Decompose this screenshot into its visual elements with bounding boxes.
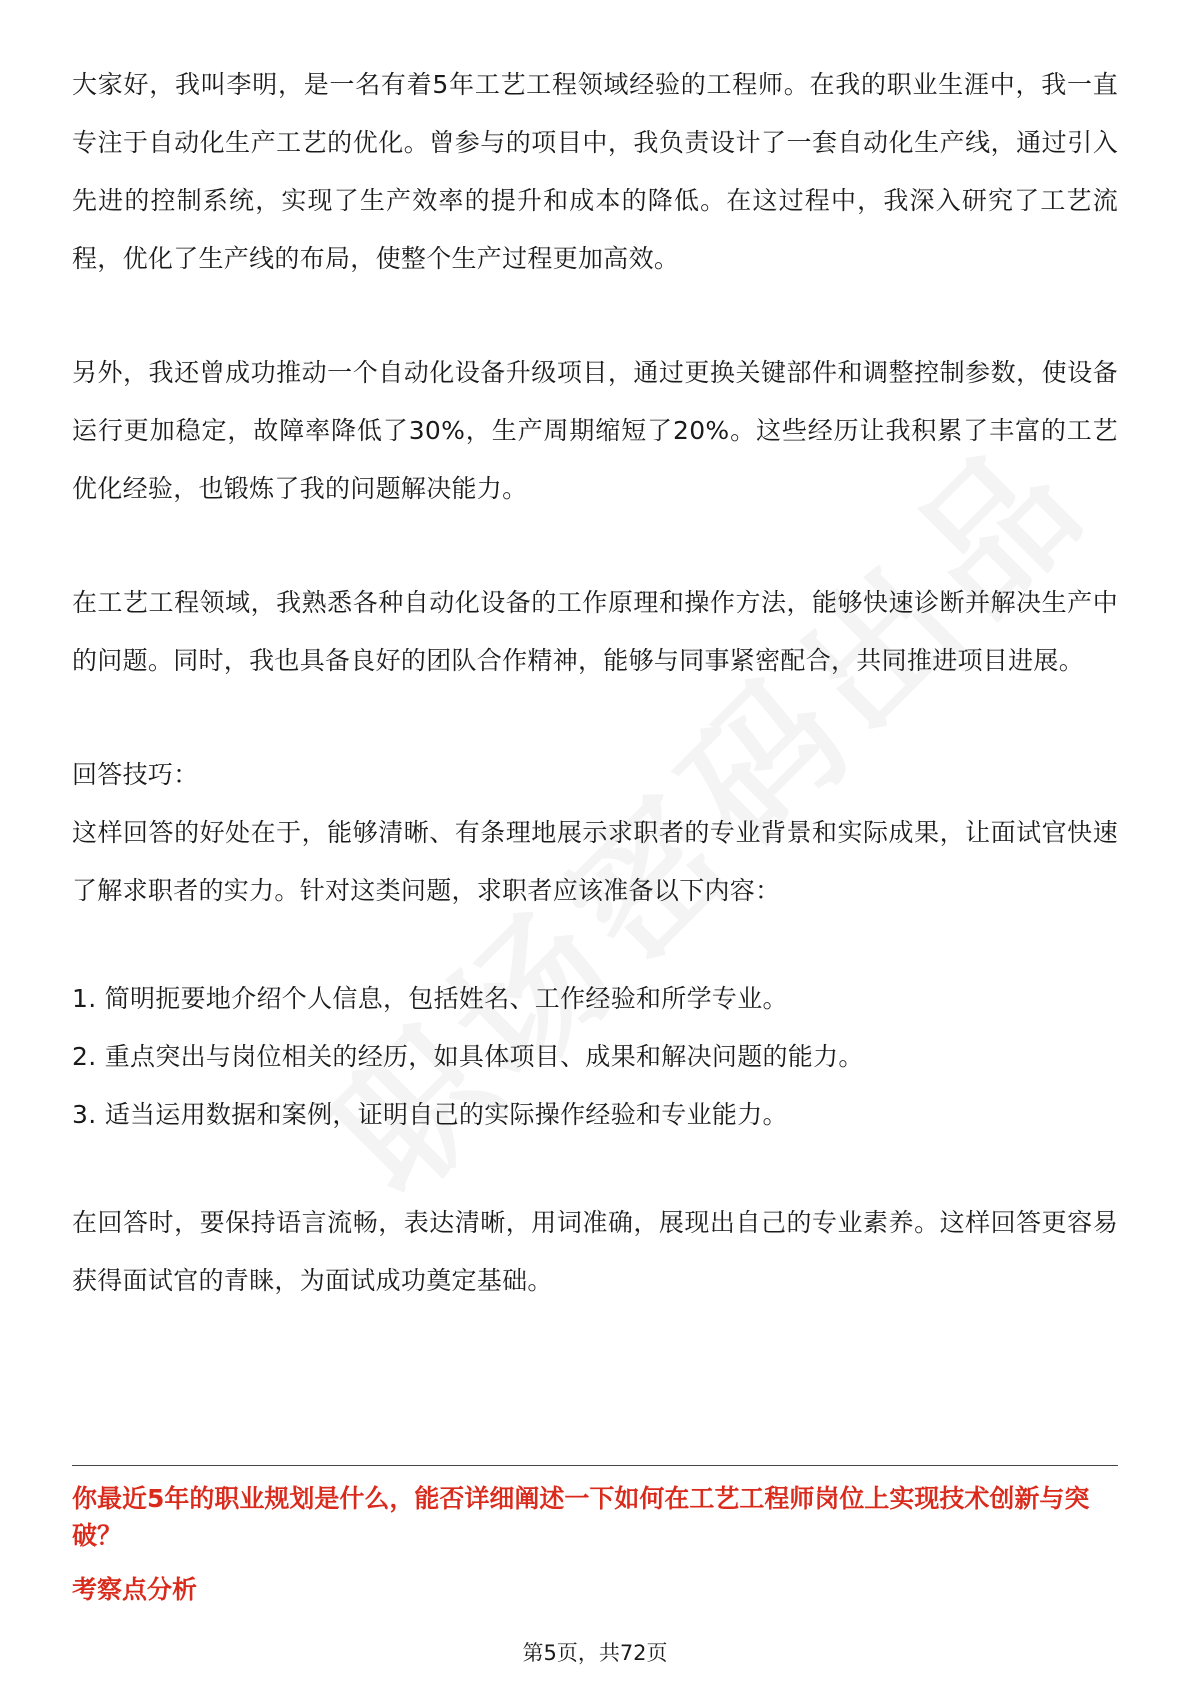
paragraph-spacer xyxy=(72,920,1118,970)
page-number-footer: 第5页，共72页 xyxy=(522,1641,668,1665)
section-divider xyxy=(72,1465,1118,1466)
analysis-section-label: 考察点分析 xyxy=(72,1575,198,1604)
paragraph-spacer xyxy=(72,518,1118,574)
tips-item-3: 3. 适当运用数据和案例，证明自己的实际操作经验和专业能力。 xyxy=(72,1100,788,1129)
answer-paragraph-2: 另外，我还曾成功推动一个自动化设备升级项目，通过更换关键部件和调整控制参数，使设备运行更加稳定，故障率降低了30%，生产周期缩短了20%。这些经历让我积累了丰富的工艺优化经验，也锻炼了我的问题解决能力。 xyxy=(72,358,1118,503)
paragraph-spacer xyxy=(72,690,1118,746)
tips-heading: 回答技巧： xyxy=(72,760,199,789)
answer-content xyxy=(72,56,1118,1310)
tips-intro: 这样回答的好处在于，能够清晰、有条理地展示求职者的专业背景和实际成果，让面试官快速了解求职者的实力。针对这类问题，求职者应该准备以下内容： xyxy=(72,818,1118,905)
answer-paragraph-3: 在工艺工程领域，我熟悉各种自动化设备的工作原理和操作方法，能够快速诊断并解决生产中的问题。同时，我也具备良好的团队合作精神，能够与同事紧密配合，共同推进项目进展。 xyxy=(72,588,1118,675)
tips-item-2: 2. 重点突出与岗位相关的经历，如具体项目、成果和解决问题的能力。 xyxy=(72,1042,864,1071)
tips-item-1: 1. 简明扼要地介绍个人信息，包括姓名、工作经验和所学专业。 xyxy=(72,984,788,1013)
answer-paragraph-1: 大家好，我叫李明，是一名有着5年工艺工程领域经验的工程师。在我的职业生涯中，我一直专注于自动化生产工艺的优化。曾参与的项目中，我负责设计了一套自动化生产线，通过引入先进的控制系统，实现了生产效率的提升和成本的降低。在这过程中，我深入研究了工艺流程，优化了生产线的布局，使整个生产过程更加高效。 xyxy=(72,70,1118,273)
paragraph-spacer xyxy=(72,288,1118,344)
paragraph-spacer xyxy=(72,1144,1118,1194)
tips-closing: 在回答时，要保持语言流畅，表达清晰，用词准确，展现出自己的专业素养。这样回答更容易获得面试官的青睐，为面试成功奠定基础。 xyxy=(72,1208,1118,1295)
next-question-heading: 你最近5年的职业规划是什么，能否详细阐述一下如何在工艺工程师岗位上实现技术创新与突破？ xyxy=(72,1484,1090,1550)
